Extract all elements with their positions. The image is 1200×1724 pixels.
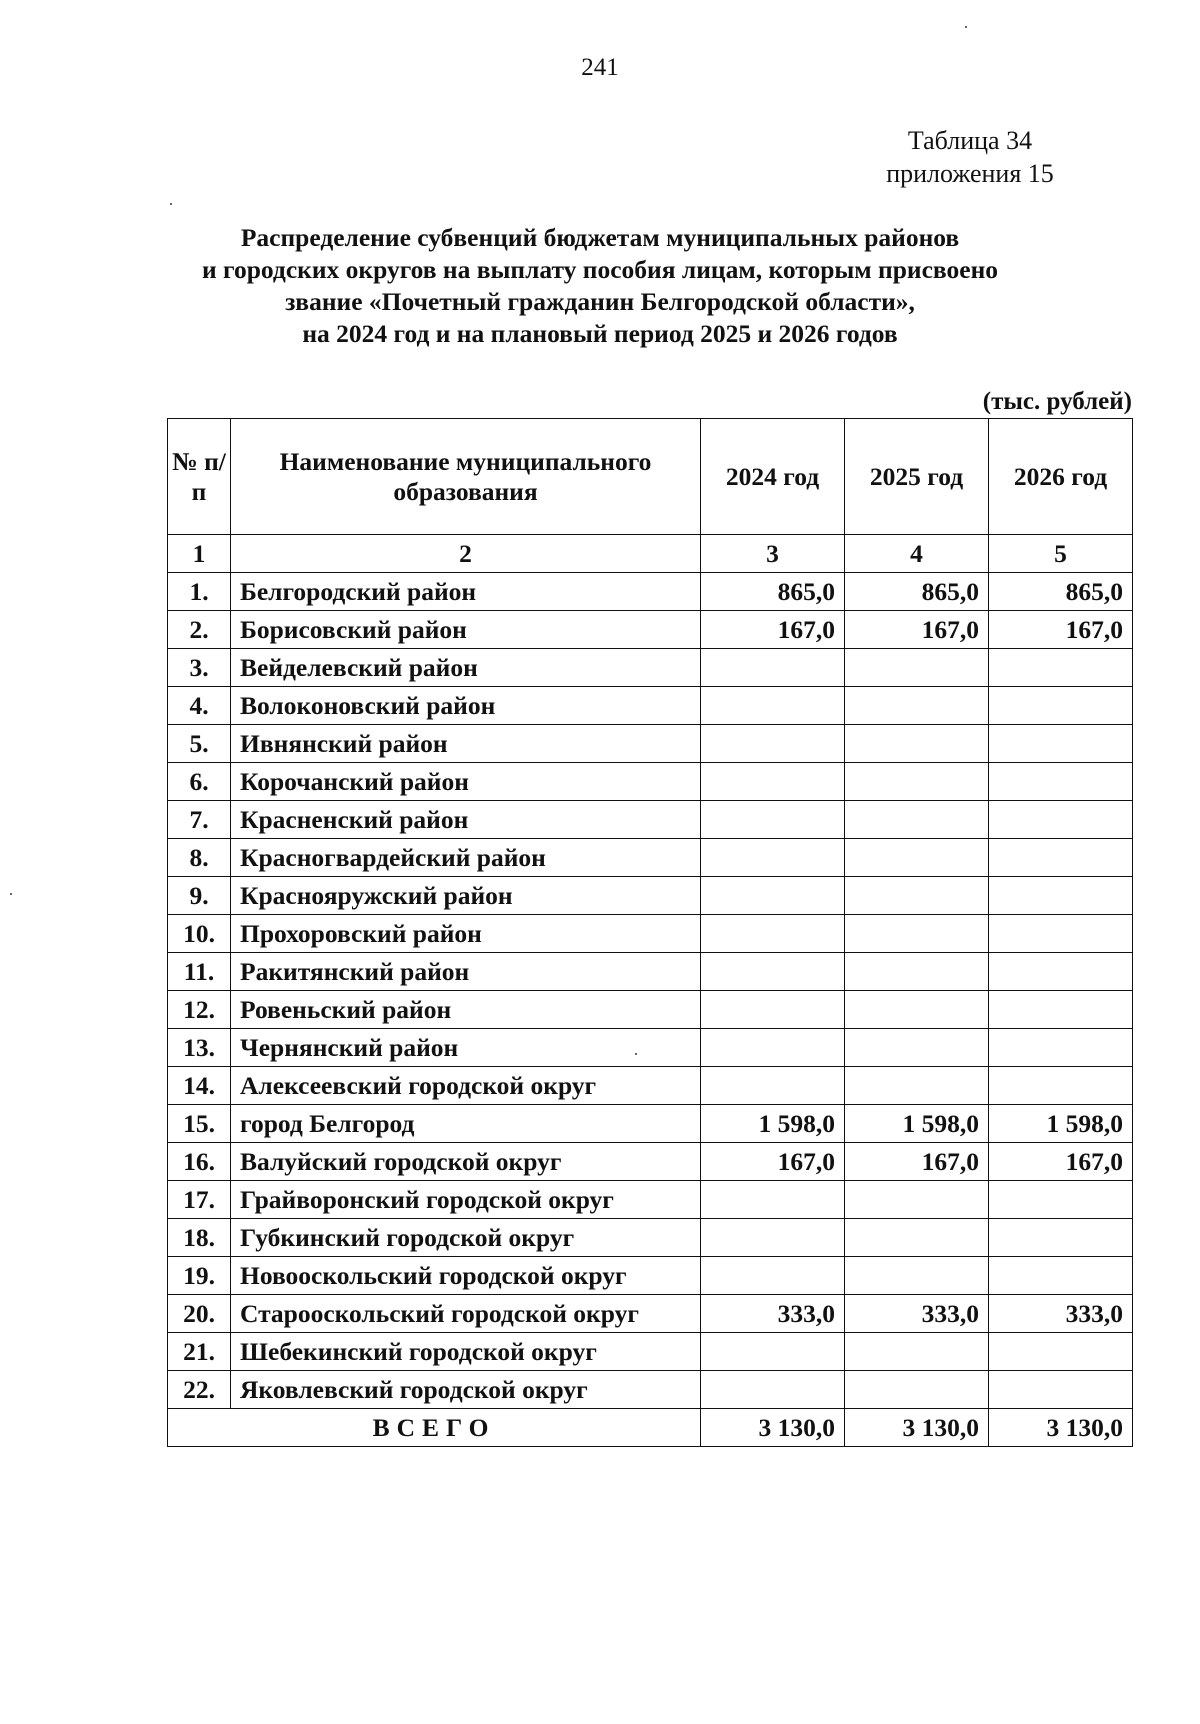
total-2026: 3 130,0 <box>989 1409 1133 1447</box>
value-2025 <box>845 991 989 1029</box>
page-number: 241 <box>581 54 619 81</box>
table-reference <box>860 124 1080 190</box>
units-label: (тыс. рублей) <box>982 388 1132 415</box>
row-number: 7. <box>168 801 231 839</box>
value-2026 <box>989 1029 1133 1067</box>
value-2026 <box>989 877 1133 915</box>
header-row <box>168 419 1133 535</box>
municipality-name: Краснояружский район <box>231 877 701 915</box>
value-2026 <box>989 725 1133 763</box>
value-2025 <box>845 1333 989 1371</box>
document-title <box>150 222 1050 350</box>
value-2025 <box>845 953 989 991</box>
value-2024 <box>701 877 845 915</box>
table-row <box>168 611 1133 649</box>
table-row <box>168 1295 1133 1333</box>
value-2026 <box>989 1067 1133 1105</box>
value-2026 <box>989 801 1133 839</box>
table-row <box>168 953 1133 991</box>
municipality-name: Новооскольский городской округ <box>231 1257 701 1295</box>
table-row <box>168 1333 1133 1371</box>
value-2024 <box>701 1029 845 1067</box>
municipality-name: Валуйский городской округ <box>231 1143 701 1181</box>
value-2026 <box>989 687 1133 725</box>
row-number: 10. <box>168 915 231 953</box>
table-row <box>168 763 1133 801</box>
row-number: 8. <box>168 839 231 877</box>
value-2024: 167,0 <box>701 611 845 649</box>
value-2024 <box>701 1257 845 1295</box>
municipality-name: Грайворонский городской округ <box>231 1181 701 1219</box>
header-2026: 2026 год <box>989 419 1133 535</box>
value-2025 <box>845 1029 989 1067</box>
table-row <box>168 839 1133 877</box>
value-2024 <box>701 915 845 953</box>
value-2025: 333,0 <box>845 1295 989 1333</box>
municipality-name: Старооскольский городской округ <box>231 1295 701 1333</box>
table-row <box>168 649 1133 687</box>
municipality-name: Ракитянский район <box>231 953 701 991</box>
municipality-name: Чернянский район <box>231 1029 701 1067</box>
municipality-name: Корочанский район <box>231 763 701 801</box>
title-line: Распределение субвенций бюджетам муниципальных районов <box>240 223 960 252</box>
scan-speck <box>170 203 172 205</box>
value-2026 <box>989 839 1133 877</box>
municipality-name: город Белгород <box>231 1105 701 1143</box>
total-2024: 3 130,0 <box>701 1409 845 1447</box>
value-2025: 1 598,0 <box>845 1105 989 1143</box>
row-number: 18. <box>168 1219 231 1257</box>
row-number: 4. <box>168 687 231 725</box>
row-number: 12. <box>168 991 231 1029</box>
value-2025: 167,0 <box>845 1143 989 1181</box>
value-2025: 865,0 <box>845 573 989 611</box>
table-row <box>168 573 1133 611</box>
table-row <box>168 1105 1133 1143</box>
value-2025 <box>845 763 989 801</box>
column-number: 2 <box>231 535 701 573</box>
value-2026: 1 598,0 <box>989 1105 1133 1143</box>
row-number: 2. <box>168 611 231 649</box>
row-number: 21. <box>168 1333 231 1371</box>
table-row <box>168 1181 1133 1219</box>
table-row <box>168 1067 1133 1105</box>
header-name: Наименование муниципального образования <box>231 419 701 535</box>
municipality-name: Красногвардейский район <box>231 839 701 877</box>
row-number: 17. <box>168 1181 231 1219</box>
row-number: 20. <box>168 1295 231 1333</box>
total-label: ВСЕГО <box>168 1409 701 1447</box>
table-row <box>168 687 1133 725</box>
row-number: 11. <box>168 953 231 991</box>
table-row <box>168 915 1133 953</box>
value-2026 <box>989 1257 1133 1295</box>
value-2025 <box>845 801 989 839</box>
value-2024 <box>701 991 845 1029</box>
value-2024 <box>701 649 845 687</box>
value-2026 <box>989 953 1133 991</box>
value-2024: 1 598,0 <box>701 1105 845 1143</box>
value-2024 <box>701 763 845 801</box>
row-number: 13. <box>168 1029 231 1067</box>
title-line: и городских округов на выплату пособия лицам, которым присвоено <box>201 255 999 284</box>
table-row <box>168 1029 1133 1067</box>
value-2025 <box>845 649 989 687</box>
column-number: 5 <box>989 535 1133 573</box>
value-2025 <box>845 839 989 877</box>
municipality-name: Белгородский район <box>231 573 701 611</box>
municipality-name: Борисовский район <box>231 611 701 649</box>
municipality-name: Ивнянский район <box>231 725 701 763</box>
scan-speck <box>965 26 967 28</box>
value-2026: 865,0 <box>989 573 1133 611</box>
total-2025: 3 130,0 <box>845 1409 989 1447</box>
value-2024 <box>701 1181 845 1219</box>
table-reference-line1: Таблица 34 <box>907 126 1033 155</box>
row-number: 1. <box>168 573 231 611</box>
title-line: звание «Почетный гражданин Белгородской области», <box>285 287 915 316</box>
title-line: на 2024 год и на плановый период 2025 и 2026 годов <box>302 319 898 348</box>
header-2024: 2024 год <box>701 419 845 535</box>
value-2024 <box>701 1371 845 1409</box>
row-number: 5. <box>168 725 231 763</box>
row-number: 6. <box>168 763 231 801</box>
value-2026: 167,0 <box>989 611 1133 649</box>
value-2025 <box>845 1067 989 1105</box>
municipality-name: Алексеевский городской округ <box>231 1067 701 1105</box>
value-2026: 333,0 <box>989 1295 1133 1333</box>
value-2024 <box>701 1219 845 1257</box>
table-row <box>168 1371 1133 1409</box>
value-2025 <box>845 1219 989 1257</box>
value-2024 <box>701 1067 845 1105</box>
total-row <box>168 1409 1133 1447</box>
value-2024 <box>701 725 845 763</box>
row-number: 22. <box>168 1371 231 1409</box>
header-2025: 2025 год <box>845 419 989 535</box>
table-row <box>168 877 1133 915</box>
row-number: 16. <box>168 1143 231 1181</box>
row-number: 19. <box>168 1257 231 1295</box>
table-row <box>168 1143 1133 1181</box>
table-row <box>168 1257 1133 1295</box>
row-number: 15. <box>168 1105 231 1143</box>
value-2025 <box>845 687 989 725</box>
municipality-name: Губкинский городской округ <box>231 1219 701 1257</box>
value-2026 <box>989 1371 1133 1409</box>
value-2026 <box>989 649 1133 687</box>
value-2024: 333,0 <box>701 1295 845 1333</box>
value-2025 <box>845 1181 989 1219</box>
municipality-name: Красненский район <box>231 801 701 839</box>
municipality-name: Ровеньский район <box>231 991 701 1029</box>
column-number: 4 <box>845 535 989 573</box>
value-2026 <box>989 1333 1133 1371</box>
municipality-name: Шебекинский городской округ <box>231 1333 701 1371</box>
value-2026 <box>989 991 1133 1029</box>
scan-speck <box>10 893 12 895</box>
value-2024: 167,0 <box>701 1143 845 1181</box>
header-num: № п/п <box>168 419 231 535</box>
column-number: 1 <box>168 535 231 573</box>
value-2025 <box>845 877 989 915</box>
value-2026 <box>989 1219 1133 1257</box>
column-number: 3 <box>701 535 845 573</box>
column-number-row <box>168 535 1133 573</box>
value-2024 <box>701 801 845 839</box>
value-2025 <box>845 725 989 763</box>
value-2024: 865,0 <box>701 573 845 611</box>
row-number: 14. <box>168 1067 231 1105</box>
municipality-name: Яковлевский городской округ <box>231 1371 701 1409</box>
value-2024 <box>701 839 845 877</box>
table-row <box>168 991 1133 1029</box>
scan-speck <box>635 1053 637 1055</box>
table-row <box>168 801 1133 839</box>
row-number: 3. <box>168 649 231 687</box>
value-2024 <box>701 687 845 725</box>
municipality-name: Волоконовский район <box>231 687 701 725</box>
value-2024 <box>701 953 845 991</box>
value-2025 <box>845 1257 989 1295</box>
subvention-table-container <box>167 418 1133 1447</box>
table-row <box>168 725 1133 763</box>
municipality-name: Прохоровский район <box>231 915 701 953</box>
value-2025: 167,0 <box>845 611 989 649</box>
table-row <box>168 1219 1133 1257</box>
value-2026: 167,0 <box>989 1143 1133 1181</box>
subvention-table <box>167 418 1133 1447</box>
value-2026 <box>989 763 1133 801</box>
value-2025 <box>845 915 989 953</box>
value-2024 <box>701 1333 845 1371</box>
value-2026 <box>989 915 1133 953</box>
municipality-name: Вейделевский район <box>231 649 701 687</box>
row-number: 9. <box>168 877 231 915</box>
table-reference-line2: приложения 15 <box>886 159 1054 188</box>
value-2025 <box>845 1371 989 1409</box>
value-2026 <box>989 1181 1133 1219</box>
